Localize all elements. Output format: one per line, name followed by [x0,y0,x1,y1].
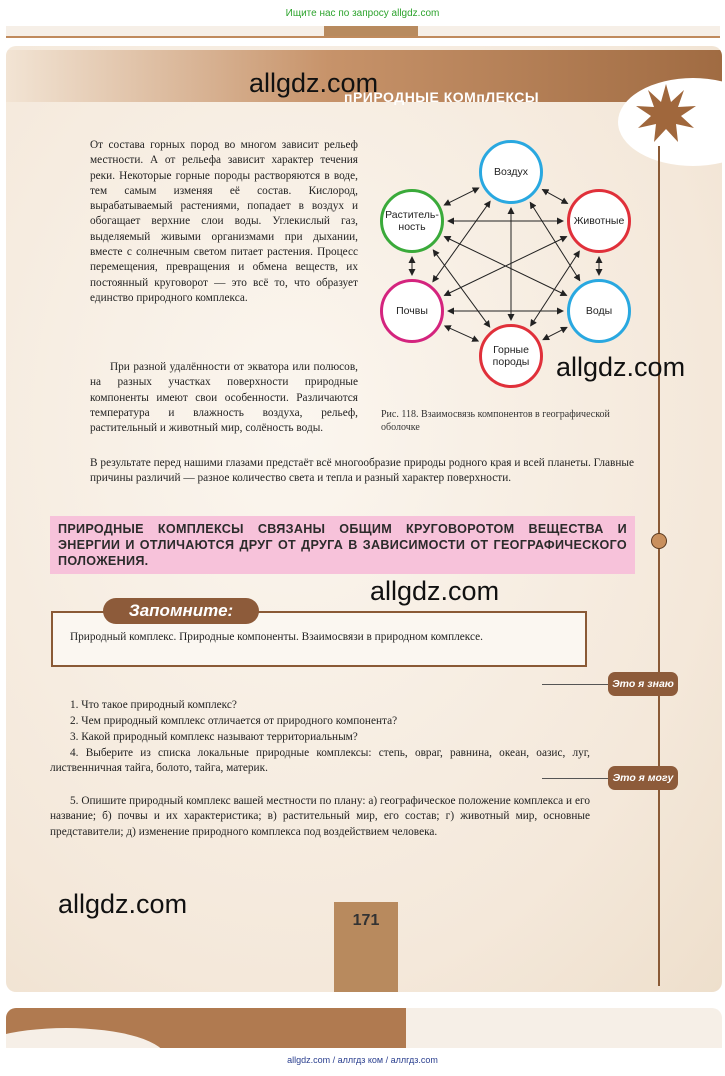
node-vegetation: Растительность [380,189,444,253]
previous-page-edge [6,26,720,38]
remember-text: Природный комплекс. Природные компоненты. Взаимосвязи в природном комплексе. [70,631,483,643]
figure-caption: Рис. 118. Взаимосвязь компонентов в географической оболочке [381,409,610,433]
key-statement: ПРИРОДНЫЕ КОМПЛЕКСЫ СВЯЗАНЫ ОБЩИМ КРУГОВОРОТОМ ВЕЩЕСТВА И ЭНЕРГИИ И ОТЛИЧАЮТСЯ ДРУГ ОТ ДРУГА В ЗАВИСИМОСТИ ОТ ГЕОГРАФИЧЕСКОГО ПОЛОЖЕНИЯ. [50,516,635,574]
timeline-marker [651,533,667,549]
top-banner-link[interactable]: Ищите нас по запросу allgdz.com [285,8,440,19]
next-page-edge [6,1008,722,1048]
section-title: пРИРОДНЫЕ КОМпЛЕКСЫ [344,89,540,105]
can-tag: Это я могу [608,766,678,790]
bottom-links[interactable]: allgdz.com / аллгдз ком / аллгдз.com [0,1048,725,1076]
watermark: allgdz.com [249,68,379,98]
textbook-page [6,46,722,992]
node-air: Воздух [479,140,543,204]
remember-label: Запомните: [103,598,259,624]
side-timeline [658,146,660,986]
watermark: allgdz.com [58,889,188,919]
node-animals: Животные [567,189,631,253]
question-item: 4. Выберите из списка локальные природные комплексы: степь, овраг, равнина, океан, оазис, луг, лиственничная тайга, болото, тайга, материк. [50,747,590,775]
question-item: 1. Что такое природный комплекс? [70,699,237,711]
node-waters: Воды [567,279,631,343]
link-arrow [445,326,478,341]
link-arrow [542,190,567,204]
body-paragraph: От состава горных пород во многом зависит рельеф местности. А от рельефа зависит характер течения реки. Некоторые горные породы растворяются в воде, тем самым изменяя её состав. Кислород, вырабатываемый растениями, попадает в воздух и обогащает верхние слои воды. Углекислый газ, выделяемый живыми организмами при дыхании, вместе с солнечным светом питает растения. Процесс перемещения, превращения и обмена веществ, их постоянный круговорот — это всё то, что образует единство природного комплекса. [90,139,358,304]
body-paragraph: При разной удалённости от экватора или полюсов, на разных участках поверхности природные компоненты имеют свои особенности. Различаются температура и влажность воздуха, рельеф, растительный и животный мир, солёность воды. [90,361,358,435]
star-icon [634,82,698,146]
body-paragraph: В результате перед нашими глазами предстаёт всё многообразие природы родного края и всей планеты. Главные причины различий — разное количество света и тепла и разный характер поверхности. [90,457,634,485]
question-item: 5. Опишите природный комплекс вашей местности по плану: а) географическое положение комплекса и его название; б) почвы и их характеристика; в) растительный мир, его состав; г) животный мир, основные представители; д) изменение природного комплекса под воздействием человека. [50,795,590,838]
watermark: allgdz.com [370,576,500,606]
link-arrow [444,188,478,205]
watermark: allgdz.com [556,352,686,382]
question-item: 2. Чем природный комплекс отличается от природного компонента? [70,715,398,727]
node-soils: Почвы [380,279,444,343]
node-rocks: Горные породы [479,324,543,388]
question-item: 3. Какой природный комплекс называют территориальным? [70,731,358,743]
link-arrow [543,327,567,339]
know-tag: Это я знаю [608,672,678,696]
page-number: 171 [352,912,380,929]
